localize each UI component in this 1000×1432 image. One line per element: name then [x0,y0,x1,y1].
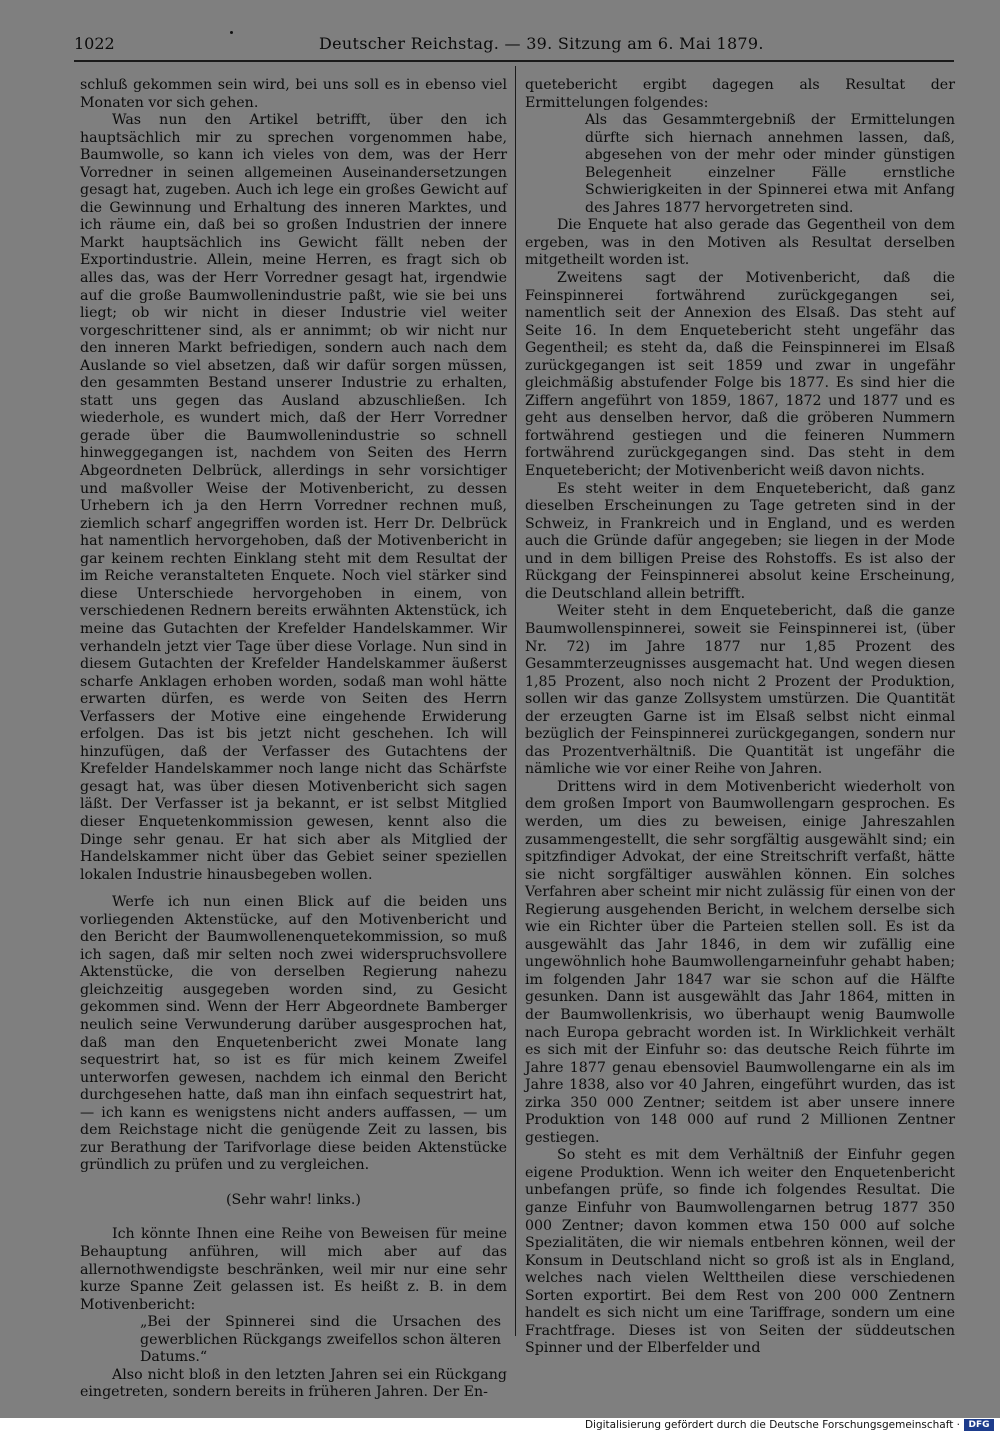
header-rule [74,60,954,62]
paragraph: So steht es mit dem Verhältniß der Einfuhr gegen eigene Produktion. Wenn ich weiter den Enquetenbericht unbefangen prüfe, so finde ich folgendes Resultat. Die ganze Einfuhr von Baumwollengarnen betrug 1877 350 000 Zentner; davon kommen etwa 150 000 auf solche Spezialitäten, die wir niemals entbehren können, weil der Konsum in Deutschland nicht so groß ist als in England, welches nach vielen Welttheilen diese verschiedenen Sorten exportirt. Bei dem Rest von 200 000 Zentnern handelt es sich nicht um eine Tariffrage, sondern um eine Frachtfrage. Dieses ist von Seiten der süddeutschen Spinner und der Elberfelder und [525,1147,955,1357]
running-title: Deutscher Reichstag. — 39. Sitzung am 6. Mai 1879. [319,34,764,53]
quotation: Als das Gesammtergebniß der Ermittelungen dürfte sich hiernach annehmen lassen, daß, abgesehen von der mehr oder minder günstigen Belegenheit einzelner Fälle ernstliche Schwierigkeiten in der Spinnerei etwa mit Anfang des Jahres 1877 hervorgetreten sind. [585,112,955,216]
paragraph: Es steht weiter in dem Enquetebericht, daß ganz dieselben Erscheinungen zu Tage getreten sind in der Schweiz, in Frankreich und in England, und es werden auch die Gründe dafür angegeben; sie liegen in der Mode und in dem billigen Preise des Rohstoffs. Es ist also der Rückgang der Feinspinnerei absolut keine Erscheinung, die Deutschland allein betrifft. [525,480,955,602]
paragraph: Die Enquete hat also gerade das Gegentheil von dem ergeben, was in den Motiven als Resultat derselben mitgetheilt worden ist. [525,217,955,269]
paragraph: schluß gekommen sein wird, bei uns soll es in ebenso viel Monaten vor sich gehen. [80,77,507,111]
paragraph: Weiter steht in dem Enquetebericht, daß die ganze Baumwollenspinnerei, soweit sie Feinspinnerei ist, (über Nr. 72) im Jahre 1877 nur 1,85 Prozent des Gesammterzeugnisses ausgemacht hat. Und wegen diesen 1,85 Prozent, also noch nicht 2 Prozent der Produktion, sollen wir das ganze Zollsystem umstürzen. Die Quantität der erzeugten Garne ist im Elsaß selbst nicht einmal bezüglich der Feinspinnerei zurückgegangen, sondern nur das Prozentverhältniß. Die Quantität ist ungefähr die nämliche wie vor einer Reihe von Jahren. [525,603,955,778]
paragraph: Werfe ich nun einen Blick auf die beiden uns vorliegenden Aktenstücke, auf den Motivenbericht und den Bericht der Baumwollenenquetekommission, so muß ich sagen, daß mir selten noch zwei widerspruchsvollere Aktenstücke, die von derselben Regierung nahezu gleichzeitig ausgegeben worden sind, zu Gesicht gekommen sind. Wenn der Herr Abgeordnete Bamberger neulich seine Verwunderung darüber ausgesprochen hat, daß man den Enquetenbericht zwei Monate lang sequestrirt hat, so ist es für mich keinem Zweifel unterworfen gewesen, nachdem ich einmal den Bericht durchgesehen hatte, daß man ihn einfach sequestrirt hat, — ich kann es wenigstens nicht anders auffassen, — um dem Reichstage nicht die genügende Zeit zu lassen, bis zur Berathung der Tarifvorlage diese beiden Aktenstücke gründlich zu prüfen und zu vergleichen. [80,894,507,1174]
page-header [74,33,954,55]
page-number: 1022 [74,34,115,53]
paragraph: Drittens wird in dem Motivenbericht wiederholt von dem großen Import von Baumwollengarn gesprochen. Es werden, um dies zu beweisen, einige Jahreszahlen zusammengestellt, die sehr sorgfältig ausgewählt sind; ein spitzfindiger Advokat, der eine Streitschrift verfaßt, hätte sie nicht sorgfältiger auswählen können. Ein solches Verfahren aber scheint mir nicht zulässig für einen von der Regierung ausgehenden Bericht, in welchem derselbe sich wie ein Richter über die Parteien stellen soll. Es ist da ausgewählt das Jahr 1846, in dem wir zufällig eine ungewöhnlich hohe Baumwollengarneinfuhr gehabt haben; im folgenden Jahr 1847 war sie schon auf die Hälfte gesunken. Dann ist ausgewählt das Jahr 1864, mitten in der Baumwollenkrisis, wo überhaupt wenig Baumwolle nach Europa gebracht worden ist. In Wirklichkeit verhält es sich mit der Einfuhr so: das deutsche Reich führte im Jahre 1877 genau ebensoviel Baumwollengarne ein als im Jahre 1838, also vor 40 Jahren, eingeführt wurden, das ist zirka 350 000 Zentner; seitdem ist aber unsere innere Produktion von 148 000 auf rund 2 Millionen Zentner gestiegen. [525,778,955,1146]
paragraph: quetebericht ergibt dagegen als Resultat der Ermittelungen folgendes: [525,77,955,111]
paragraph: Ich könnte Ihnen eine Reihe von Beweisen für meine Behauptung anführen, will mich aber auf das allernothwendigste beschränken, weil mir nur eine sehr kurze Spanne Zeit gelassen ist. Es heißt z. B. in dem Motivenbericht: [80,1226,507,1313]
right-column [525,77,955,1358]
paragraph: Was nun den Artikel betrifft, über den ich hauptsächlich mir zu sprechen vorgenommen habe, Baumwolle, so kann ich vieles von dem, was der Herr Vorredner in seinen allgemeinen Auseinandersetzungen gesagt hat, zugeben. Auch ich lege ein großes Gewicht auf die Gewinnung und Erhaltung des inneren Marktes, und ich räume ein, daß bei so großen Industrien der innere Markt hauptsächlich ins Gewicht fällt neben der Exportindustrie. Allein, meine Herren, es fragt sich ob alles das, was der Herr Vorredner gesagt hat, irgendwie auf die große Baumwollenindustrie paßt, wie sie bei uns liegt; ob wir nicht in dieser Industrie viel weiter vorgeschrittener sind, als er annimmt; ob wir nicht nur den inneren Markt befriedigen, sondern auch nach dem Auslande so viel absetzen, daß wir dafür sorgen müssen, den gesammten Bestand unserer Industrie zu erhalten, statt uns gegen das Ausland abzuschließen. Ich wiederhole, es wundert mich, daß der Herr Vorredner gerade über die Baumwollenindustrie so schnell hinweggegangen ist, nachdem von Seiten des Herrn Abgeordneten Delbrück, allerdings in sehr vorsichtiger und maßvoller Weise der Motivenbericht, zu dessen Urhebern ich ja den Herrn Vorredner rechnen muß, ziemlich scharf angegriffen worden ist. Herr Dr. Delbrück hat namentlich hervorgehoben, daß der Motivenbericht in gar keinem rechten Einklang steht mit dem Resultat der im Reiche veranstalteten Enquete. Noch viel stärker sind diese Unterschiede hervorgehoben in einem, von verschiedenen Rednern bereits erwähnten Aktenstück, ich meine das Gutachten der Krefelder Handelskammer. Wir verhandeln jetzt vier Tage über diese Vorlage. Nun sind in diesem Gutachten der Krefelder Handelskammer äußerst scharfe Anklagen erhoben worden, sodaß man wohl hätte erwarten dürfen, es werde von Seiten des Herrn Verfassers der Motive eine eingehende Erwiderung erfolgen. Das ist bis jetzt nicht geschehen. Ich will hinzufügen, daß der Verfasser des Gutachtens der Krefelder Handelskammer noch lange nicht das Schärfste gesagt hat, was über diesen Motivenbericht sich sagen läßt. Der Verfasser ist ja bekannt, er ist selbst Mitglied dieser Enquetenkommission gewesen, kennt also die Dinge sehr genau. Er hat sich aber als Mitglied der Handelskammer nicht über das Gebiet seiner speziellen lokalen Industrie hinausbegeben wollen. [80,112,507,883]
quotation: „Bei der Spinnerei sind die Ursachen des gewerblichen Rückgangs zweifellos schon älteren Datums.“ [140,1314,501,1366]
left-column [80,77,507,1402]
dfg-logo: DFG [964,1419,994,1431]
paragraph: Zweitens sagt der Motivenbericht, daß die Feinspinnerei fortwährend zurückgegangen sei, namentlich seit der Annexion des Elsaß. Das steht auf Seite 16. In dem Enquetebericht steht ungefähr das Gegentheil; es steht da, daß die Feinspinnerei im Elsaß zurückgegangen ist seit 1859 und zwar in ungefähr gleichmäßig abstufender Folge bis 1877. Es sind hier die Ziffern angeführt von 1859, 1867, 1872 und 1877 und es geht aus denselben hervor, daß die gröberen Nummern fortwährend gestiegen und die feineren Nummern fortwährend zurückgegangen sind. Das steht in dem Enquetebericht; der Motivenbericht weiß davon nichts. [525,270,955,480]
interjection: (Sehr wahr! links.) [226,1191,361,1208]
scan-speck [230,31,233,34]
digitization-footer [0,1418,1000,1432]
paragraph: Also nicht bloß in den letzten Jahren sei ein Rückgang eingetreten, sondern bereits in früheren Jahren. Der En- [80,1366,507,1401]
funding-notice: Digitalisierung gefördert durch die Deutsche Forschungsgemeinschaft · [584,1419,960,1431]
column-divider [515,66,516,1336]
